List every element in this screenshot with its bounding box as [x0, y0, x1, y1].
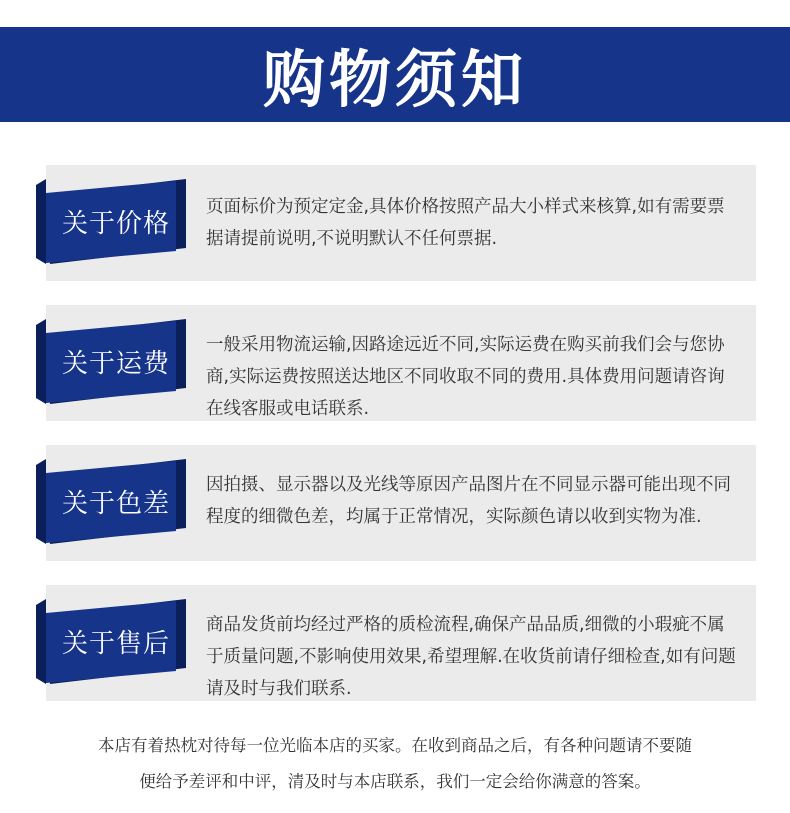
- section-text: 商品发货前均经过严格的质检流程,确保产品品质,细微的小瑕疵不属于质量问题,不影响使用效果,希望理解.在收货前请仔细检查,如有问题请及时与我们联系.: [206, 615, 736, 699]
- footer-line-2: 便给予差评和中评，清及时与本店联系，我们一定会给你满意的答案。: [139, 772, 651, 791]
- section-label: 关于售后: [61, 629, 170, 659]
- section-shipping: [46, 305, 756, 421]
- section-text: 页面标价为预定定金,具体价格按照产品大小样式来核算,如有需要票据请提前说明,不说明默认不任何票据.: [206, 197, 725, 249]
- section-tag: [36, 179, 186, 264]
- section-label: 关于价格: [61, 209, 170, 239]
- section-tag: [36, 319, 186, 404]
- section-text: 一般采用物流运输,因路途远近不同,实际运费在购买前我们会与您协商,实际运费按照送达地区不同收取不同的费用.具体费用问题请咨询在线客服或电话联系.: [206, 335, 725, 419]
- footer-line-1: 本店有着热枕对待每一位光临本店的买家。在收到商品之后，有各种问题请不要随: [98, 736, 692, 755]
- section-text: 因拍摄、显示器以及光线等原因产品图片在不同显示器可能出现不同程度的细微色差，均属于正常情况，实际颜色请以收到实物为准.: [206, 475, 731, 527]
- section-color: [46, 445, 756, 561]
- section-aftersales: [46, 585, 756, 701]
- footer-note: [0, 728, 790, 800]
- section-tag: [36, 459, 186, 544]
- page-title: 购物须知: [262, 43, 527, 116]
- section-label: 关于运费: [61, 349, 170, 379]
- section-tag: [36, 599, 186, 684]
- section-label: 关于色差: [61, 489, 170, 519]
- header-banner: [0, 27, 790, 122]
- section-price: [46, 165, 756, 281]
